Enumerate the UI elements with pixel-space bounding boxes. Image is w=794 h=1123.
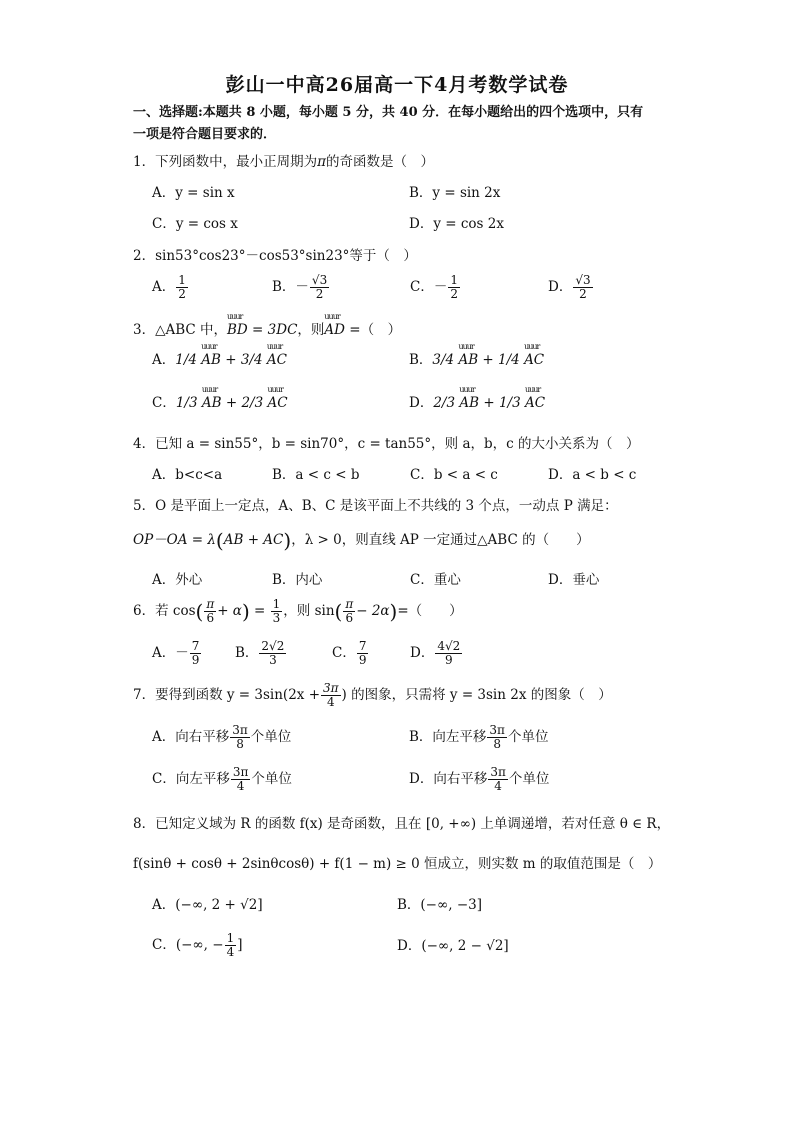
question-6-option-b: B． $\frac{2√2}{3}$ [235,639,285,667]
question-3-option-d: D．2/3 uuur AB + 1/3 uuur AC [409,391,545,411]
question-2-stem: 2．sin53°cos23°－cos53°sin23°等于（ ） [133,248,417,264]
question-6-option-c: C． $\frac{7}{9}$ [332,639,367,667]
question-4-option-a: A．b<c<a [152,467,223,483]
question-7-option-b: B．向左平移 $\frac{3\pi}{8}$ 个单位 [409,723,549,751]
question-2-option-c: C．－ $\frac{1}{2}$ [410,273,458,301]
section-heading [133,102,673,146]
question-3-option-a: A．1/4 uuur AB + 3/4 uuur AC [152,348,287,368]
question-1-option-d: D．y = cos 2x [409,216,504,232]
question-3-option-b: B．3/4 uuur AB + 1/4 uuur AC [409,348,544,368]
page-title: 彭山一中高26届高一下4月考数学试卷 [225,74,569,96]
question-7-stem: 7．要得到函数 y = 3sin(2x + $\frac{3\pi}{4}$ ) 的图象，只需将 y = 3sin 2x 的图象（ ） [133,681,612,709]
section-heading-line2: 一项是符合题目要求的． [133,127,277,142]
question-5-option-d: D．垂心 [548,572,600,588]
question-7-option-c: C．向左平移 $\frac{3\pi}{4}$ 个单位 [152,765,292,793]
question-8-option-d: D．(−∞, 2 − √2] [397,938,509,954]
section-heading-line1: 一、选择题:本题共 8 小题，每小题 5 分，共 40 分．在每小题给出的四个选项中，只有 [133,105,644,120]
question-7-option-d: D．向右平移 $\frac{3\pi}{4}$ 个单位 [409,765,550,793]
question-5-option-b: B．内心 [272,572,323,588]
question-8-stem-line1: 8．已知定义域为 R 的函数 f(x) 是奇函数，且在 [0, +∞) 上单调递增，若对任意 θ ∈ R， [133,816,671,832]
question-7-option-a: A．向右平移 $\frac{3\pi}{8}$ 个单位 [152,723,292,751]
question-6-option-d: D． $\frac{4√2}{9}$ [410,639,461,667]
question-2-option-d: D． $\frac{√3}{2}$ [548,273,591,301]
question-4-option-b: B．a < c < b [272,467,360,483]
question-8-stem-line2: f(sinθ + cosθ + 2sinθcosθ) + f(1 − m) ≥ 0 恒成立，则实数 m 的取值范围是（ ） [133,856,662,872]
question-4-stem: 4．已知 a = sin55°，b = sin70°，c = tan55°，则 a，b，c 的大小关系为（ ） [133,436,640,452]
question-6-option-a: A．－ $\frac{7}{9}$ [152,639,200,667]
question-2-option-b: B．－ $\frac{√3}{2}$ [272,273,328,301]
question-5-option-c: C．重心 [410,572,461,588]
question-4-option-d: D．a < b < c [548,467,637,483]
question-8-option-b: B．(−∞, −3] [397,897,482,913]
question-4-option-c: C．b < a < c [410,467,498,483]
question-5-stem-line1: 5．O 是平面上一定点，A、B、C 是该平面上不共线的 3 个点，一动点 P 满足： [133,498,618,514]
question-2-option-a: A． $\frac{1}{2}$ [152,273,186,301]
question-3-option-c: C．1/3 uuur AB + 2/3 uuur AC [152,391,288,411]
question-1-option-b: B．y = sin 2x [409,185,501,201]
question-8-option-c: C．(−∞, − $\frac{1}{4}$ ] [152,931,243,959]
question-1-option-c: C．y = cos x [152,216,238,232]
question-6-stem: 6．若 cos( $\frac{\pi}{6}$ + α) = $\frac{1}{3}$ ，则 sin( $\frac{\pi}{6}$ − 2α)=（ ） [133,597,463,625]
question-5-option-a: A．外心 [152,572,203,588]
question-5-stem-line2: OP－OA = λ(AB + AC)，λ > 0，则直线 AP 一定通过△ABC 的（ ） [133,528,590,553]
question-1-option-a: A．y = sin x [152,185,235,201]
question-8-option-a: A．(−∞, 2 + √2] [152,897,263,913]
question-3-stem: 3．△ABC 中，uuur BD = 3DC，则uuur AD =（ ） [133,318,401,338]
question-1-stem: 1．下列函数中，最小正周期为π的奇函数是（ ） [133,154,434,170]
